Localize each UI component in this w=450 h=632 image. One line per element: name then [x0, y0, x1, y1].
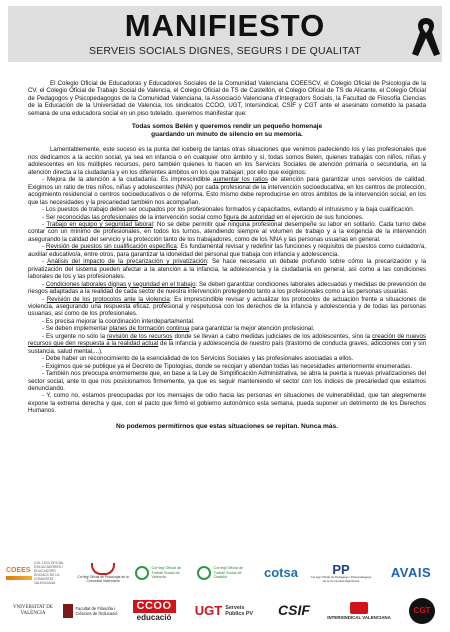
body-paragraph: - También nos preocupa enormemente que, en base a la Ley de Simplificación Administrativa, se abra la puerta a nuevas privatizaciones del sector social, ante lo que nos posicionamos firmemente, ya que es seguir manteniendo el sector con los índices de precariedad que estamos denunciando.	[28, 370, 426, 392]
demand-item: - Revisión de puestos sin cualificación específica: Es fundamental revisar y redefinir las funciones y requisitos de puestos como cuidador/a, auxiliar educativo/a, entre otros, para garantizar la idoneidad del personal que trabaja con infancia y adolescencia.	[28, 243, 426, 258]
demand-item: - Ser reconocidas las profesionales de la intervención social como figura de autoridad en el ejercicio de sus funciones.	[42, 213, 364, 221]
intro-paragraph: El Colegio Oficial de Educadoras y Educadores Sociales de la Comunidad Valenciana COEESCV, el Colegio Oficial de Psicología de la CV, el Colegio Oficial de Trabajo Social de Valencia, el Colegio Oficial de TS de Castellón, el Colegio Oficial de TS de Alicante, el Colegio Oficial de Pedagogos y Psicopedagogos de la Comunidad Valenciana, la Associació Valenciana d'Integradors Socials, la Facultad de Filosofía Ciencias de la Educación de la Universidad de Valencia, los sindicatos CCOO, UGT, Intersindical, CSIF y CGT ante el asesinato cometido la pasada semana de una educadora social en un piso tutelado, queremos manifestar que:	[28, 80, 426, 117]
demand-item: - Mejora de la atención a la ciudadanía: Es imprescindible aumentar los ratios de atención para garantizar unos servicios de calidad. Exigimos un ratio de tres niños, niñas y adolescentes (NNA) por cada profesional de la intervención socioeducativa, en los centros de protección, acogimiento residencial o centros socioeducativos o de reforma. Esto mismo debe reproducirse en otros ámbitos de la intervención social, en los que las necesidades y la precariedad también nos acompañan.	[28, 176, 426, 206]
intersindical-logo: INTERSINDICAL VALENCIANA	[324, 596, 394, 626]
cgt-logo: CGT	[400, 596, 444, 626]
tribute-line: Todas somos Belén y queremos rendir un pequeño homenaje	[131, 123, 323, 131]
universitat-logo: VNIVERSITAT DE VALÈNCIA	[13, 605, 53, 616]
closing-statement: No podemos permitirnos que estas situaciones se repitan. Nunca más.	[115, 422, 339, 430]
header-banner	[8, 6, 442, 62]
psicologia-logo: Col·legi Oficial de Psicologia de la Comunitat Valenciana	[76, 559, 130, 587]
demand-item: - Análisis del impacto de la precarización y privatización: Se hace necesario un debate profundo sobre cómo la precarización y la privatización del sistema pueden afectar a la atención a la infancia, la adolescencia y la ciudadanía en general, así como a las condiciones laborales de los y las profesionales.	[28, 258, 426, 281]
demand-item: - Revisión de los protocolos ante la violencia: Es imprescindible revisar y actualizar los protocolos de actuación frente a situaciones de violencia, asegurando una respuesta eficaz, profesional y respetuosa con los derechos de la infancia y adolescencia y de todas las personas usuarias, así como de los profesionales.	[28, 295, 427, 318]
page-subtitle: SERVEIS SOCIALS DIGNES, SEGURS I DE QUALITAT	[89, 45, 361, 57]
demand-item: - Es precisa mejorar la coordinación interdepartamental.	[42, 317, 195, 325]
manifesto-body	[28, 80, 426, 430]
csif-logo: CSIF	[278, 602, 310, 619]
pedagogos-logo: PP Col·legi Oficial de Pedagogs i Psicopedagogs de la Comunitat Valenciana	[310, 561, 372, 583]
ugt-logo: UGT Serveis Públics PV	[194, 603, 254, 619]
tribute-line: guardando un minuto de silencio en su memoria.	[151, 130, 303, 138]
demand-item: - Los puestos de trabajo deben ser ocupados por los profesionales formados y capacitados, evitando el intrusismo y la baja cualificación.	[42, 206, 415, 214]
ccoo-logo: CCOO educació	[126, 596, 182, 626]
demand-item: - Debe haber un reconocimiento de la esencialidad de los Servicios Sociales y las profesionales asociadas a ellos.	[42, 355, 354, 363]
avais-logo: AVAIS	[390, 565, 432, 581]
logo-strip	[0, 556, 450, 632]
demand-item: - Es urgente no sólo la revisión de los recursos donde se llevan a cabo medidas judiciales de los adolescentes, sino la creación de nuevos recursos que den respuesta a la realidad actual de la infancia y adolescencia de nuestro país (trastorno de conducta graves, adicciones con y sin sustancia, salud mental,...).	[28, 332, 426, 355]
coees-logo: COEES COL·LEGI OFICIAL D'EDUCADORES I EDUCADORS SOCIALS DE LA COMUNITAT VALENCIANA	[6, 561, 64, 585]
facultat-logo: Facultat de Filosofia i Ciències de l'Educació	[62, 596, 122, 626]
demand-item: - Exigimos que se publique ya el Decreto de Tipologías, donde se recojan y atiendan todas las necesidades anteriormente enumeradas.	[42, 362, 413, 370]
cotsa-logo: cotsa	[264, 565, 298, 581]
page-title: MANIFIESTO	[124, 8, 326, 43]
ts-valencia-logo: Col·legi Oficial de Treball Social de València	[134, 559, 192, 587]
demand-item: - Se deben implementar planes de formación continua para garantizar la mejor atención profesional.	[42, 325, 315, 333]
ts-castello-logo: Col·legi Oficial de Treball Social de Castelló	[196, 559, 252, 587]
demand-item: - Condiciones laborales dignas y seguridad en el trabajo: Se deben garantizar condiciones laborales adecuadas y medidas de prevención de riesgos adaptadas a la realidad de cada sector de nuestra intervención protegiendo tanto a los profesionales como a las personas usuarias.	[28, 280, 426, 296]
body-paragraph: - Y, como no, estamos preocupadas por los mensajes de odio hacia las personas en situaciones de vulnerabilidad, que tan alegremente expone la extrema derecha y que, con el pacto que firmó el gobierno autonómico esta semana, pueda suponer un detrimento de los Derechos Humanos.	[28, 392, 426, 415]
tribute-paragraph	[28, 123, 426, 138]
body-paragraph: Lamentablemente, este suceso es la punta del iceberg de tantas otras situaciones que venimos padeciendo los y las profesionales que nos dedicamos a la acción social, ya sea en infancia o en cualquier otro ámbito y sí, todas somos Belén, quienes trabajáis con niños, niñas y adolescentes en los múltiples recursos, pero también quienes lo hacen en los Servicios Sociales de atención primaria o secundaria, en la atención directa a la ciudadanía y en los diferentes ámbitos en los que trabajan; por ello que exigimos:	[28, 146, 426, 176]
demand-item: - Trabajo en equipo y seguridad laboral: No se debe permitir que ninguna profesional desempeñe su labor en solitario. Cada turno debe contar con un mínimo de profesionales, en todos los turnos, atendiendo siempre al volumen de trabajo y a la exigencia de la intervención asegurando la calidad del servicio y la protección tanto de los trabajadores, como de los NNA y las personas usuarias en general.	[28, 220, 426, 243]
mourning-ribbon-icon	[406, 14, 446, 60]
